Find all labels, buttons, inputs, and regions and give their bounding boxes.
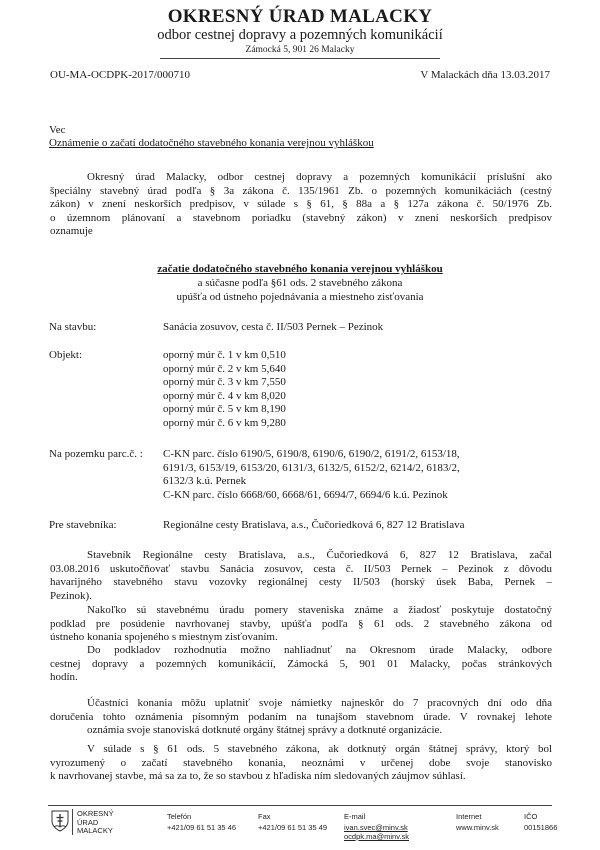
objekt-label: Objekt:	[49, 349, 82, 361]
intro-line: oznamuje	[50, 225, 93, 237]
paragraph-line: havarijného stavebného stavu vozovky regionálnej cesty II/503 (horský úsek Baba, Pernek –	[50, 576, 552, 588]
footer-internet[interactable]: www.minv.sk	[456, 823, 499, 832]
pozemky-line: C-KN parc. číslo 6190/5, 6190/8, 6190/6, 6190/2, 6191/2, 6153/18,	[163, 448, 460, 460]
pozemky-line: C-KN parc. číslo 6668/60, 6668/61, 6694/7, 6694/6 k.ú. Pezinok	[163, 488, 448, 501]
stavebnik-value: Regionálne cesty Bratislava, a.s., Čučoriedková 6, 827 12 Bratislava	[163, 519, 465, 531]
footer-email-1[interactable]: ivan.svec@minv.sk	[344, 823, 408, 832]
paragraph-line: Účastníci konania môžu uplatniť svoje námietky najneskôr do 7 pracovných dní odo dňa	[87, 697, 552, 709]
objekt-item: oporný múr č. 2 v km 5,640	[163, 362, 286, 375]
paragraph-objections	[50, 697, 552, 738]
objekt-item: oporný múr č. 4 v km 8,020	[163, 389, 286, 402]
paragraph-line: ústneho konania spojeného s miestnym zisťovaním.	[50, 631, 278, 643]
intro-line: Okresný úrad Malacky, odbor cestnej dopravy a pozemných komunikácií príslušní ako	[87, 171, 552, 183]
footer-fax: +421/09 61 51 35 49	[258, 823, 328, 832]
objekt-item: oporný múr č. 6 v km 9,280	[163, 416, 286, 429]
paragraph-line: k navrhovanej stavbe, má sa za to, že so stavbou z hľadiska ním sledovaných záujmov súhlasí.	[50, 770, 466, 782]
announcement-line2: a súčasne podľa §61 ods. 2 stavebného zákona	[197, 277, 403, 289]
paragraph-line: cestnej dopravy a pozemných komunikácií, Zámocká 5, 901 01 Malacky, počas stránkových	[50, 657, 552, 670]
intro-line: o územnom plánovaní a stavebnom poriadku (stavebný zákon) v znení neskorších predpisov	[50, 211, 552, 224]
office-title: OKRESNÝ ÚRAD MALACKY	[167, 6, 433, 27]
paragraph-line: 03.08.2016 uskutočňovať stavbu Sanácia zosuvov, cesta č. II/503 Pernek – Pezinok z dôvodu	[50, 562, 552, 575]
intro-line: zákon) v znení neskorších predpisov, v súlade s § 61, § 88a a § 127a zákona č. 50/1976 Zb.	[50, 198, 552, 210]
paragraph-inspection	[50, 644, 552, 685]
paragraph-construction	[50, 549, 552, 603]
footer-email-label: E-mail	[344, 812, 366, 821]
objekt-item: oporný múr č. 5 v km 8,190	[163, 403, 286, 415]
paragraph-line: doručenia tohto oznámenia písomným podaním na tunajšom stavebnom úrade. V rovnakej lehote	[50, 710, 552, 723]
paragraph-line: podklad pre posúdenie navrhovanej stavby, upúšťa podľa § 61 ods. 2 stavebného zákona od	[50, 617, 552, 630]
coat-of-arms-icon	[51, 810, 69, 832]
document-date: V Malackách dňa 13.03.2017	[420, 69, 550, 81]
objekt-item: oporný múr č. 3 v km 7,550	[163, 376, 286, 388]
subject-line: Oznámenie o začatí dodatočného stavebného konania verejnou vyhláškou	[49, 137, 374, 149]
footer-fax-label: Fax	[258, 812, 271, 821]
paragraph-line: Do podkladov rozhodnutia možno nahliadnuť na Okresnom úrade Malacky, odbore	[87, 644, 552, 656]
objekt-item: oporný múr č. 1 v km 0,510	[163, 349, 286, 361]
office-address: Zámocká 5, 901 26 Malacky	[245, 45, 355, 55]
footer-internet-label: Internet	[456, 812, 482, 821]
footer-divider	[48, 805, 552, 806]
footer-ico-label: IČO	[524, 812, 538, 821]
stavba-label: Na stavbu:	[49, 321, 97, 333]
paragraph-line: Pezinok).	[50, 589, 92, 602]
footer-org	[77, 810, 114, 836]
announcement-title: začatie dodatočného stavebného konania verejnou vyhláškou	[157, 263, 443, 275]
footer-phone: +421/09 61 51 35 46	[167, 823, 237, 832]
footer-org-line: MALACKY	[77, 826, 113, 835]
pozemky-label: Na pozemku parc.č. :	[49, 448, 143, 460]
paragraph-line: vyrozumený o začatí stavebného konania, neoznámi v určenej dobe svoje stanovisko	[50, 756, 552, 769]
objekt-list	[163, 349, 286, 430]
department-name: odbor cestnej dopravy a pozemných komunikácií	[157, 27, 443, 43]
header-divider	[160, 58, 440, 59]
paragraph-line: oznámia svoje stanoviská dotknuté orgány štátnej správy a dotknuté organizácie.	[87, 724, 443, 736]
paragraph-waiver	[50, 604, 552, 645]
intro-line: špeciálny stavebný úrad podľa § 3a zákona č. 135/1961 Zb. o pozemných komunikáciách (cestný	[50, 184, 552, 197]
paragraph-line: Stavebník Regionálne cesty Bratislava, a.s., Čučoriedková 6, 827 12 Bratislava, začal	[87, 549, 552, 561]
footer-logo-divider	[72, 809, 73, 835]
vec-label: Vec	[49, 124, 66, 136]
stavebnik-label: Pre stavebníka:	[49, 519, 117, 531]
paragraph-line: V súlade s § 61 ods. 5 stavebného zákona, ak dotknutý orgán štátnej správy, ktorý bol	[87, 743, 552, 755]
paragraph-line: Nakoľko sú stavebnému úradu pomery staveniska známe a žiadosť poskytuje dostatočný	[87, 604, 552, 616]
footer-org-line: ÚRAD	[77, 817, 99, 827]
pozemky-line: 6191/3, 6153/19, 6153/20, 6131/3, 6132/5, 6152/2, 6214/2, 6183/2,	[163, 461, 460, 474]
stavba-value: Sanácia zosuvov, cesta č. II/503 Pernek – Pezinok	[163, 321, 384, 333]
footer-ico: 00151866	[524, 823, 558, 832]
paragraph-consent	[50, 743, 552, 784]
footer-email-2[interactable]: ocdpk.ma@minv.sk	[344, 832, 409, 841]
announcement-line3: upúšťa od ústneho pojednávania a miestneho zisťovania	[176, 291, 424, 303]
footer-phone-label: Telefón	[167, 812, 192, 821]
footer-org-line: OKRESNÝ	[77, 809, 114, 818]
reference-number: OU-MA-OCDPK-2017/000710	[50, 69, 190, 81]
paragraph-line: hodín.	[50, 671, 78, 683]
pozemky-line: 6132/3 k.ú. Pernek	[163, 475, 247, 487]
pozemky-list	[163, 448, 553, 502]
intro-paragraph	[50, 171, 552, 239]
